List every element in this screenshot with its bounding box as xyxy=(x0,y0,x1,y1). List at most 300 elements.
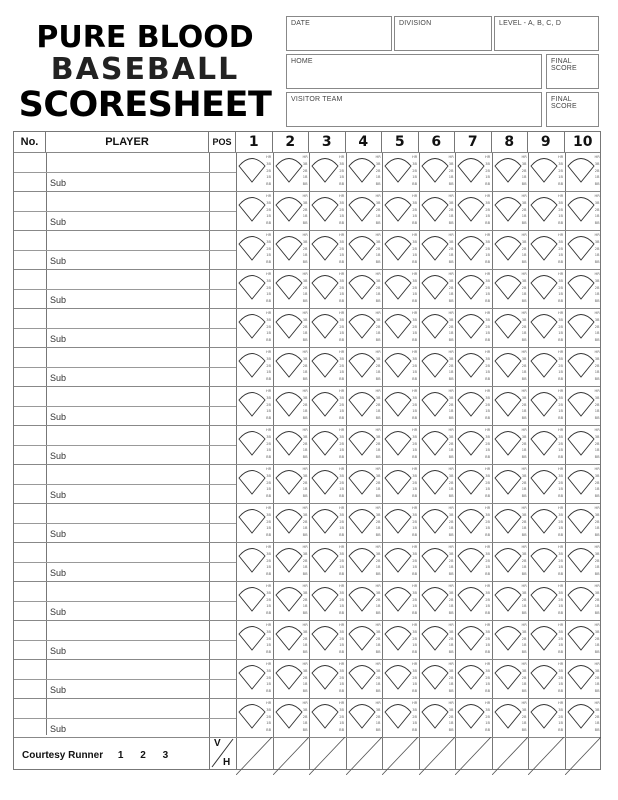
at-bat-cell[interactable] xyxy=(382,191,418,230)
base-mark: 1B xyxy=(266,487,271,492)
at-bat-cell[interactable] xyxy=(309,386,345,425)
at-bat-cell[interactable] xyxy=(528,191,564,230)
at-bat-cell[interactable] xyxy=(236,191,272,230)
base-mark: 2B xyxy=(521,636,527,641)
inning-total-cell[interactable] xyxy=(419,737,455,775)
at-bat-cell[interactable] xyxy=(492,386,528,425)
at-bat-cell[interactable] xyxy=(565,230,601,269)
at-bat-cell[interactable] xyxy=(273,425,309,464)
base-marks xyxy=(412,622,417,656)
base-mark: HR xyxy=(412,272,418,276)
base-mark: 1B xyxy=(412,331,417,336)
at-bat-cell[interactable] xyxy=(273,152,309,191)
at-bat-cell[interactable] xyxy=(273,386,309,425)
base-mark: 1B xyxy=(339,721,344,726)
at-bat-cell[interactable] xyxy=(382,152,418,191)
at-bat-cell[interactable] xyxy=(236,464,272,503)
base-mark: 1B xyxy=(302,370,308,375)
inning-total-cell[interactable] xyxy=(236,737,272,775)
at-bat-cell[interactable] xyxy=(419,659,455,698)
base-mark: 3B xyxy=(412,551,417,556)
base-mark: 3B xyxy=(558,434,563,439)
inning-total-cell[interactable] xyxy=(382,737,418,775)
at-bat-cell[interactable] xyxy=(528,386,564,425)
at-bat-cell[interactable] xyxy=(309,152,345,191)
base-mark: BB xyxy=(448,377,454,382)
base-mark: BB xyxy=(485,494,491,499)
at-bat-cell[interactable] xyxy=(528,152,564,191)
base-mark: 1B xyxy=(521,682,527,687)
grid-column-line xyxy=(46,152,47,735)
at-bat-cell[interactable] xyxy=(382,503,418,542)
base-mark: 2B xyxy=(558,207,563,212)
base-mark: 3B xyxy=(339,707,344,712)
at-bat-cell[interactable] xyxy=(492,464,528,503)
at-bat-cell[interactable] xyxy=(528,269,564,308)
at-bat-cell[interactable] xyxy=(273,308,309,347)
at-bat-cell[interactable] xyxy=(382,581,418,620)
at-bat-cell[interactable] xyxy=(346,542,382,581)
base-mark: 2B xyxy=(448,207,454,212)
at-bat-cell[interactable] xyxy=(346,269,382,308)
base-mark: 2B xyxy=(339,402,344,407)
base-mark: 2B xyxy=(339,597,344,602)
base-mark: 3B xyxy=(302,629,308,634)
base-mark: HR xyxy=(448,428,454,432)
at-bat-cell[interactable] xyxy=(309,191,345,230)
inning-total-cell[interactable] xyxy=(455,737,491,775)
at-bat-cell[interactable] xyxy=(382,386,418,425)
at-bat-cell[interactable] xyxy=(236,698,272,737)
base-marks xyxy=(376,193,381,227)
at-bat-cell[interactable] xyxy=(236,425,272,464)
base-mark: HR xyxy=(448,506,454,510)
at-bat-cell[interactable] xyxy=(419,269,455,308)
at-bat-cell[interactable] xyxy=(565,620,601,659)
base-mark: 3B xyxy=(448,434,454,439)
at-bat-cell[interactable] xyxy=(382,620,418,659)
base-mark: BB xyxy=(485,221,491,226)
at-bat-cell[interactable] xyxy=(236,308,272,347)
base-mark: 1B xyxy=(375,331,381,336)
base-mark: 3B xyxy=(266,395,271,400)
at-bat-cell[interactable] xyxy=(419,230,455,269)
at-bat-cell[interactable] xyxy=(492,659,528,698)
at-bat-cell[interactable] xyxy=(419,503,455,542)
inning-total-cell[interactable] xyxy=(273,737,309,775)
at-bat-cell[interactable] xyxy=(382,659,418,698)
base-mark: BB xyxy=(594,533,600,538)
base-marks xyxy=(558,622,563,656)
base-marks xyxy=(339,349,344,383)
at-bat-cell[interactable] xyxy=(309,464,345,503)
at-bat-cell[interactable] xyxy=(309,659,345,698)
at-bat-cell[interactable] xyxy=(273,503,309,542)
date-field[interactable] xyxy=(286,16,392,51)
at-bat-cell[interactable] xyxy=(273,230,309,269)
at-bat-cell[interactable] xyxy=(273,269,309,308)
base-mark: 2B xyxy=(266,246,271,251)
base-mark: 3B xyxy=(266,200,271,205)
base-mark: 3B xyxy=(485,590,490,595)
at-bat-cell[interactable] xyxy=(419,308,455,347)
at-bat-cell[interactable] xyxy=(565,698,601,737)
base-mark: HR xyxy=(485,155,491,159)
base-mark: 1B xyxy=(558,370,563,375)
base-mark: 2B xyxy=(485,675,490,680)
at-bat-cell[interactable] xyxy=(273,659,309,698)
inning-total-cell[interactable] xyxy=(565,737,601,775)
base-marks xyxy=(303,700,308,734)
base-mark: 1B xyxy=(302,565,308,570)
base-mark: HR xyxy=(266,389,272,393)
base-mark: 3B xyxy=(375,356,381,361)
at-bat-cell[interactable] xyxy=(565,269,601,308)
at-bat-cell[interactable] xyxy=(528,464,564,503)
at-bat-cell[interactable] xyxy=(309,542,345,581)
base-mark: 1B xyxy=(302,487,308,492)
at-bat-cell[interactable] xyxy=(309,347,345,386)
at-bat-cell[interactable] xyxy=(455,698,491,737)
at-bat-cell[interactable] xyxy=(565,542,601,581)
at-bat-cell[interactable] xyxy=(528,620,564,659)
at-bat-cell[interactable] xyxy=(455,542,491,581)
at-bat-cell[interactable] xyxy=(309,581,345,620)
at-bat-cell[interactable] xyxy=(565,386,601,425)
at-bat-cell[interactable] xyxy=(346,425,382,464)
base-mark: 2B xyxy=(594,207,600,212)
at-bat-cell[interactable] xyxy=(273,698,309,737)
at-bat-cell[interactable] xyxy=(309,308,345,347)
base-mark: 1B xyxy=(448,214,454,219)
level-field[interactable] xyxy=(494,16,599,51)
base-mark: 1B xyxy=(521,526,527,531)
base-mark: BB xyxy=(448,650,454,655)
at-bat-cell[interactable] xyxy=(346,308,382,347)
at-bat-cell[interactable] xyxy=(309,503,345,542)
at-bat-cell[interactable] xyxy=(492,503,528,542)
base-mark: 2B xyxy=(339,363,344,368)
at-bat-cell[interactable] xyxy=(565,425,601,464)
sub-label: Sub xyxy=(50,568,67,578)
at-bat-cell[interactable] xyxy=(492,152,528,191)
base-mark: BB xyxy=(594,221,600,226)
at-bat-cell[interactable] xyxy=(455,308,491,347)
at-bat-cell[interactable] xyxy=(382,347,418,386)
at-bat-cell[interactable] xyxy=(273,542,309,581)
base-mark: BB xyxy=(302,455,308,460)
at-bat-cell[interactable] xyxy=(419,620,455,659)
base-mark: BB xyxy=(412,533,418,538)
base-mark: 1B xyxy=(485,448,490,453)
base-marks xyxy=(339,388,344,422)
base-mark: 3B xyxy=(375,590,381,595)
base-mark: 2B xyxy=(266,207,271,212)
at-bat-cell[interactable] xyxy=(528,698,564,737)
at-bat-cell[interactable] xyxy=(528,542,564,581)
at-bat-cell[interactable] xyxy=(565,152,601,191)
at-bat-cell[interactable] xyxy=(236,230,272,269)
base-marks xyxy=(595,544,600,578)
base-mark: 1B xyxy=(521,721,527,726)
at-bat-cell[interactable] xyxy=(382,308,418,347)
at-bat-cell[interactable] xyxy=(273,581,309,620)
at-bat-cell[interactable] xyxy=(419,698,455,737)
at-bat-cell[interactable] xyxy=(528,659,564,698)
at-bat-cell[interactable] xyxy=(382,542,418,581)
at-bat-cell[interactable] xyxy=(346,581,382,620)
at-bat-cell[interactable] xyxy=(419,425,455,464)
base-marks xyxy=(266,505,271,539)
base-marks xyxy=(449,193,454,227)
at-bat-cell[interactable] xyxy=(346,152,382,191)
at-bat-cell[interactable] xyxy=(273,620,309,659)
at-bat-cell[interactable] xyxy=(492,269,528,308)
courtesy-runner xyxy=(22,750,168,761)
base-marks xyxy=(412,271,417,305)
home-mark: H xyxy=(223,757,231,768)
base-mark: HR xyxy=(448,233,454,237)
at-bat-cell[interactable] xyxy=(528,503,564,542)
at-bat-cell[interactable] xyxy=(273,191,309,230)
base-mark: BB xyxy=(521,260,527,265)
at-bat-cell[interactable] xyxy=(382,425,418,464)
at-bat-cell[interactable] xyxy=(419,191,455,230)
base-mark: BB xyxy=(485,377,491,382)
at-bat-cell[interactable] xyxy=(346,659,382,698)
at-bat-cell[interactable] xyxy=(273,347,309,386)
base-mark: 1B xyxy=(521,448,527,453)
base-mark: 3B xyxy=(339,473,344,478)
at-bat-cell[interactable] xyxy=(455,464,491,503)
inning-total-cell[interactable] xyxy=(309,737,345,775)
base-mark: 1B xyxy=(412,643,417,648)
base-mark: 1B xyxy=(266,292,271,297)
base-marks xyxy=(595,154,600,188)
at-bat-cell[interactable] xyxy=(565,503,601,542)
at-bat-cell[interactable] xyxy=(492,425,528,464)
at-bat-cell[interactable] xyxy=(346,620,382,659)
base-mark: 1B xyxy=(558,643,563,648)
at-bat-cell[interactable] xyxy=(492,581,528,620)
at-bat-cell[interactable] xyxy=(382,269,418,308)
base-mark: 2B xyxy=(266,441,271,446)
at-bat-cell[interactable] xyxy=(455,230,491,269)
at-bat-cell[interactable] xyxy=(419,581,455,620)
at-bat-cell[interactable] xyxy=(236,386,272,425)
at-bat-cell[interactable] xyxy=(382,698,418,737)
base-mark: BB xyxy=(485,533,491,538)
base-marks xyxy=(485,154,490,188)
at-bat-cell[interactable] xyxy=(346,464,382,503)
base-mark: 3B xyxy=(266,317,271,322)
at-bat-cell[interactable] xyxy=(419,464,455,503)
base-mark: 3B xyxy=(558,473,563,478)
base-mark: BB xyxy=(558,416,564,421)
at-bat-cell[interactable] xyxy=(236,269,272,308)
base-mark: 1B xyxy=(558,487,563,492)
at-bat-cell[interactable] xyxy=(236,347,272,386)
base-mark: BB xyxy=(266,182,272,187)
base-mark: 3B xyxy=(521,395,527,400)
at-bat-cell[interactable] xyxy=(236,503,272,542)
base-mark: BB xyxy=(558,689,564,694)
at-bat-cell[interactable] xyxy=(455,386,491,425)
at-bat-cell[interactable] xyxy=(528,308,564,347)
at-bat-cell[interactable] xyxy=(455,620,491,659)
base-mark: 1B xyxy=(266,448,271,453)
base-mark: 1B xyxy=(485,643,490,648)
at-bat-cell[interactable] xyxy=(565,347,601,386)
at-bat-cell[interactable] xyxy=(382,230,418,269)
base-mark: HR xyxy=(448,662,454,666)
at-bat-cell[interactable] xyxy=(236,152,272,191)
at-bat-cell[interactable] xyxy=(309,698,345,737)
at-bat-cell[interactable] xyxy=(455,503,491,542)
at-bat-cell[interactable] xyxy=(309,269,345,308)
base-mark: BB xyxy=(485,299,491,304)
base-marks xyxy=(485,466,490,500)
at-bat-cell[interactable] xyxy=(455,659,491,698)
at-bat-cell[interactable] xyxy=(565,191,601,230)
base-marks xyxy=(303,388,308,422)
at-bat-cell[interactable] xyxy=(492,308,528,347)
base-mark: 2B xyxy=(266,168,271,173)
at-bat-cell[interactable] xyxy=(455,347,491,386)
at-bat-cell[interactable] xyxy=(492,191,528,230)
inning-total-cell[interactable] xyxy=(492,737,528,775)
at-bat-cell[interactable] xyxy=(309,425,345,464)
inning-total-cell[interactable] xyxy=(528,737,564,775)
visitor-final-score-field[interactable] xyxy=(546,92,599,127)
base-mark: BB xyxy=(375,338,381,343)
at-bat-cell[interactable] xyxy=(528,425,564,464)
home-final-score-field[interactable] xyxy=(546,54,599,89)
base-marks xyxy=(266,622,271,656)
visitor-team-field[interactable] xyxy=(286,92,542,127)
at-bat-cell[interactable] xyxy=(382,464,418,503)
base-marks xyxy=(303,154,308,188)
at-bat-cell[interactable] xyxy=(236,620,272,659)
base-marks xyxy=(522,622,527,656)
at-bat-cell[interactable] xyxy=(419,386,455,425)
base-mark: BB xyxy=(448,455,454,460)
base-mark: BB xyxy=(375,299,381,304)
base-marks xyxy=(558,388,563,422)
grid-row-line xyxy=(14,406,236,407)
at-bat-cell[interactable] xyxy=(346,347,382,386)
at-bat-cell[interactable] xyxy=(309,230,345,269)
at-bat-cell[interactable] xyxy=(565,308,601,347)
base-mark: BB xyxy=(412,182,418,187)
at-bat-cell[interactable] xyxy=(492,620,528,659)
base-mark: 2B xyxy=(594,597,600,602)
base-mark: HR xyxy=(485,272,491,276)
base-mark: 3B xyxy=(485,395,490,400)
base-mark: 3B xyxy=(594,707,600,712)
base-mark: 3B xyxy=(521,707,527,712)
base-mark: 2B xyxy=(375,519,381,524)
base-mark: HR xyxy=(521,662,527,666)
at-bat-cell[interactable] xyxy=(492,542,528,581)
base-mark: 3B xyxy=(521,356,527,361)
at-bat-cell[interactable] xyxy=(236,542,272,581)
base-mark: HR xyxy=(412,467,418,471)
base-marks xyxy=(449,466,454,500)
at-bat-cell[interactable] xyxy=(492,347,528,386)
base-mark: BB xyxy=(339,572,345,577)
base-mark: 1B xyxy=(448,370,454,375)
at-bat-cell[interactable] xyxy=(273,464,309,503)
at-bat-cell[interactable] xyxy=(528,230,564,269)
base-mark: 1B xyxy=(339,370,344,375)
at-bat-cell[interactable] xyxy=(455,152,491,191)
base-mark: 2B xyxy=(266,675,271,680)
base-mark: 1B xyxy=(375,565,381,570)
base-mark: 2B xyxy=(302,285,308,290)
grid-row-line xyxy=(14,328,236,329)
base-mark: BB xyxy=(266,221,272,226)
base-mark: BB xyxy=(558,494,564,499)
base-mark: BB xyxy=(339,533,345,538)
at-bat-cell[interactable] xyxy=(528,347,564,386)
base-mark: 3B xyxy=(558,395,563,400)
base-mark: HR xyxy=(302,545,308,549)
at-bat-cell[interactable] xyxy=(236,581,272,620)
base-mark: HR xyxy=(485,662,491,666)
at-bat-cell[interactable] xyxy=(455,269,491,308)
at-bat-cell[interactable] xyxy=(346,230,382,269)
base-mark: HR xyxy=(375,467,381,471)
at-bat-cell[interactable] xyxy=(419,152,455,191)
base-mark: HR xyxy=(594,506,600,510)
base-mark: 3B xyxy=(521,590,527,595)
at-bat-cell[interactable] xyxy=(455,191,491,230)
base-mark: HR xyxy=(412,584,418,588)
at-bat-cell[interactable] xyxy=(492,230,528,269)
at-bat-cell[interactable] xyxy=(455,425,491,464)
base-mark: BB xyxy=(412,221,418,226)
home-team-field[interactable] xyxy=(286,54,542,89)
at-bat-cell[interactable] xyxy=(419,542,455,581)
division-field[interactable] xyxy=(394,16,492,51)
at-bat-cell[interactable] xyxy=(346,698,382,737)
at-bat-cell[interactable] xyxy=(455,581,491,620)
at-bat-cell[interactable] xyxy=(346,386,382,425)
at-bat-cell[interactable] xyxy=(419,347,455,386)
base-mark: 1B xyxy=(594,604,600,609)
base-mark: 1B xyxy=(266,331,271,336)
base-mark: BB xyxy=(339,182,345,187)
at-bat-cell[interactable] xyxy=(309,620,345,659)
base-mark: BB xyxy=(302,728,308,733)
at-bat-cell[interactable] xyxy=(565,659,601,698)
base-mark: BB xyxy=(521,572,527,577)
at-bat-cell[interactable] xyxy=(565,464,601,503)
at-bat-cell[interactable] xyxy=(565,581,601,620)
base-mark: 2B xyxy=(521,558,527,563)
at-bat-cell[interactable] xyxy=(236,659,272,698)
base-mark: 1B xyxy=(266,643,271,648)
at-bat-cell[interactable] xyxy=(346,191,382,230)
base-mark: 1B xyxy=(558,448,563,453)
base-mark: 1B xyxy=(339,448,344,453)
at-bat-cell[interactable] xyxy=(492,698,528,737)
at-bat-cell[interactable] xyxy=(528,581,564,620)
base-mark: 1B xyxy=(558,409,563,414)
inning-total-cell[interactable] xyxy=(346,737,382,775)
at-bat-cell[interactable] xyxy=(346,503,382,542)
